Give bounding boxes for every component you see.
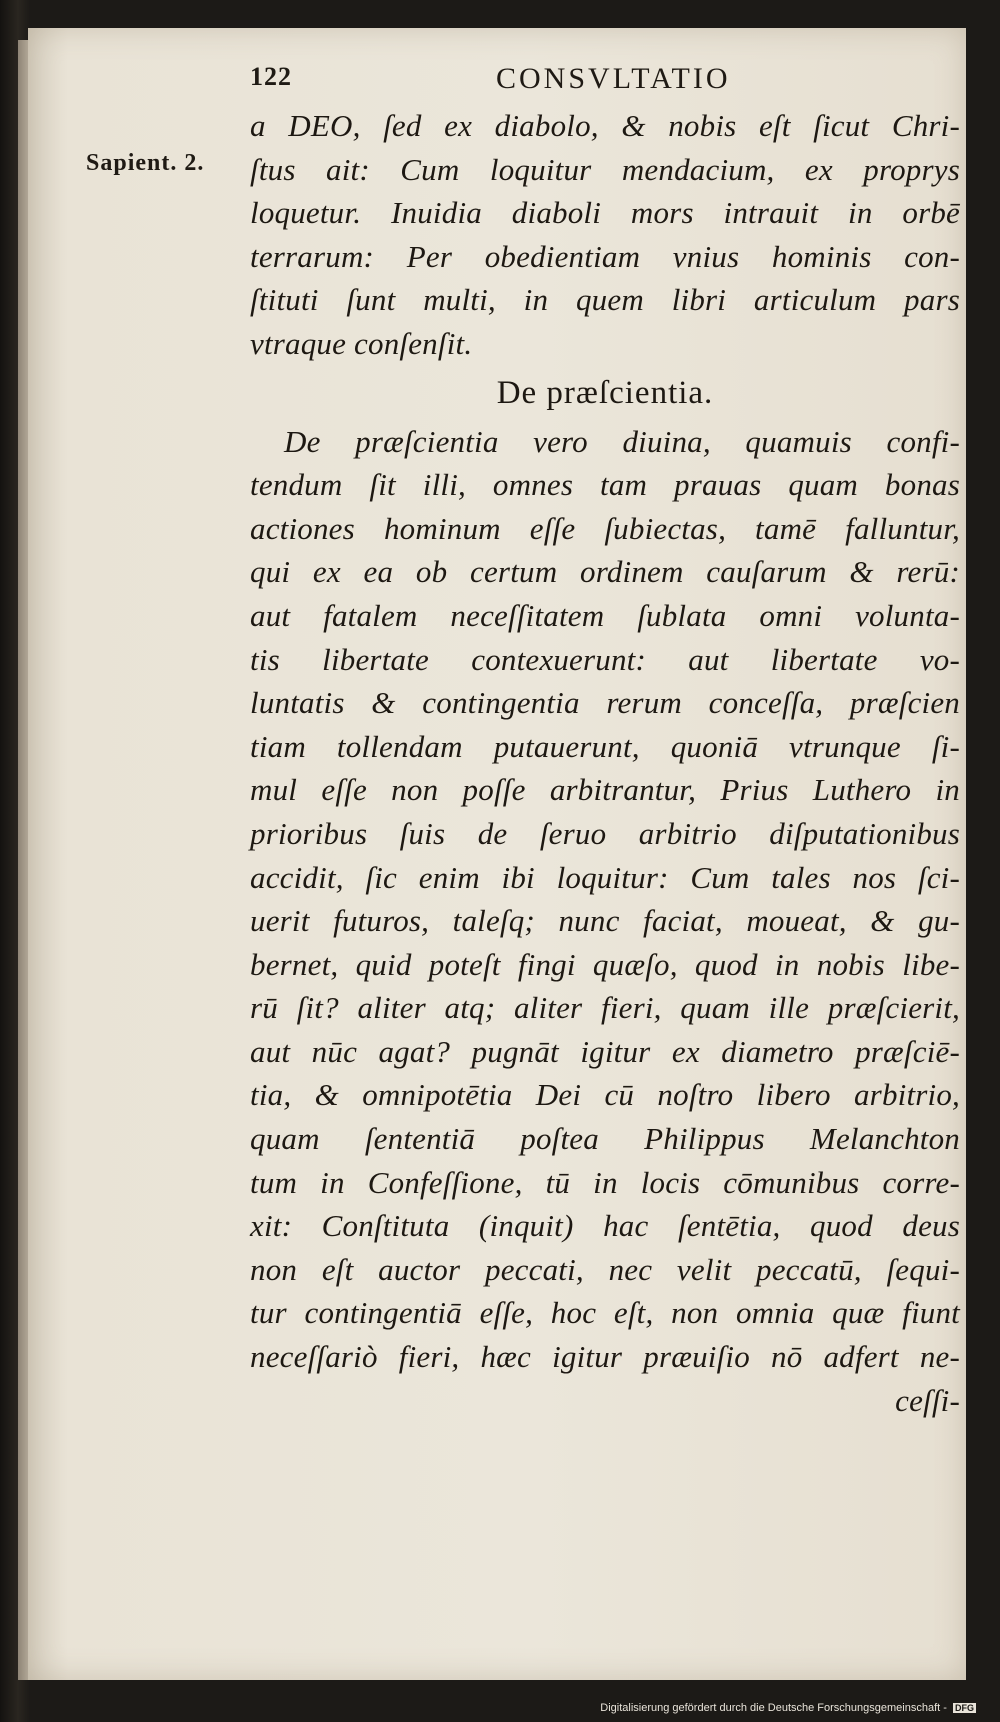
text-line: loquetur. Inuidia diaboli mors intrauit in orbē [250, 195, 960, 231]
text-line: uerit futuros, taleſq; nunc faciat, moueat, & gu- [250, 903, 960, 939]
section-heading: De præſcientia. [496, 374, 714, 411]
page-header [250, 62, 810, 102]
body-text [250, 104, 960, 1422]
text-line: luntatis & contingentia rerum conceſſa, præſcien [250, 685, 960, 721]
text-line: qui ex ea ob certum ordinem cauſarum & rerū: [250, 554, 960, 590]
text-line: tia, & omnipotētia Dei cū noſtro libero arbitrio, [250, 1077, 960, 1113]
text-line: mul eſſe non poſſe arbitrantur, Prius Luthero in [250, 772, 960, 808]
text-line: tis libertate contexuerunt: aut libertate vo- [250, 641, 960, 677]
text-line: accidit, ſic enim ibi loquitur: Cum tales nos ſci- [250, 859, 960, 895]
credit-text: Digitalisierung gefördert durch die Deutsche Forschungsgemeinschaft - [600, 1702, 947, 1714]
running-title: CONSVLTATIO [496, 62, 731, 95]
text-line: ſtus ait: Cum loquitur mendacium, ex proprys [250, 151, 960, 187]
text-line: De præſcientia vero diuina, quamuis confi- [284, 423, 960, 459]
text-line: tiam tollendam putauerunt, quoniā vtrunque ſi- [250, 728, 960, 764]
text-line: bernet, quid poteſt fingi quæſo, quod in nobis libe- [250, 946, 960, 982]
text-line: actiones hominum eſſe ſubiectas, tamē falluntur, [250, 510, 960, 546]
text-line: non eſt auctor peccati, nec velit peccatū, ſequi- [250, 1251, 960, 1287]
catchword: ceſſi- [895, 1382, 960, 1418]
page-number: 122 [250, 62, 292, 91]
text-line: xit: Conſtituta (inquit) hac ſentētia, quod deus [250, 1208, 960, 1244]
text-line: tendum ſit illi, omnes tam prauas quam bonas [250, 467, 960, 503]
text-line: aut nūc agat? pugnāt igitur ex diametro præſciē- [250, 1033, 960, 1069]
text-line: quam ſententiā poſtea Philippus Melanchton [250, 1121, 960, 1157]
text-line: vtraque conſenſit. [250, 325, 473, 361]
text-line: prioribus ſuis de ſeruo arbitrio diſputationibus [250, 815, 960, 851]
marginal-note: Sapient. 2. [86, 150, 205, 176]
text-line: aut fatalem neceſſitatem ſublata omni volunta- [250, 597, 960, 633]
digitization-credit [600, 1702, 976, 1714]
text-line: a DEO, ſed ex diabolo, & nobis eſt ſicut Chri- [250, 108, 960, 143]
text-line: neceſſariò fieri, hæc igitur præuiſio nō adfert ne- [250, 1339, 960, 1375]
text-line: ſtituti ſunt multi, in quem libri articulum pars [250, 282, 960, 318]
text-line: tur contingentiā eſſe, hoc eſt, non omnia quæ fiunt [250, 1295, 960, 1331]
text-line: terrarum: Per obedientiam vnius hominis con- [250, 238, 960, 274]
dfg-logo: DFG [955, 1703, 974, 1713]
text-line: tum in Confeſſione, tū in locis cōmunibus corre- [250, 1164, 960, 1200]
text-line: rū ſit? aliter atq; aliter fieri, quam ille præſcierit, [250, 990, 960, 1026]
